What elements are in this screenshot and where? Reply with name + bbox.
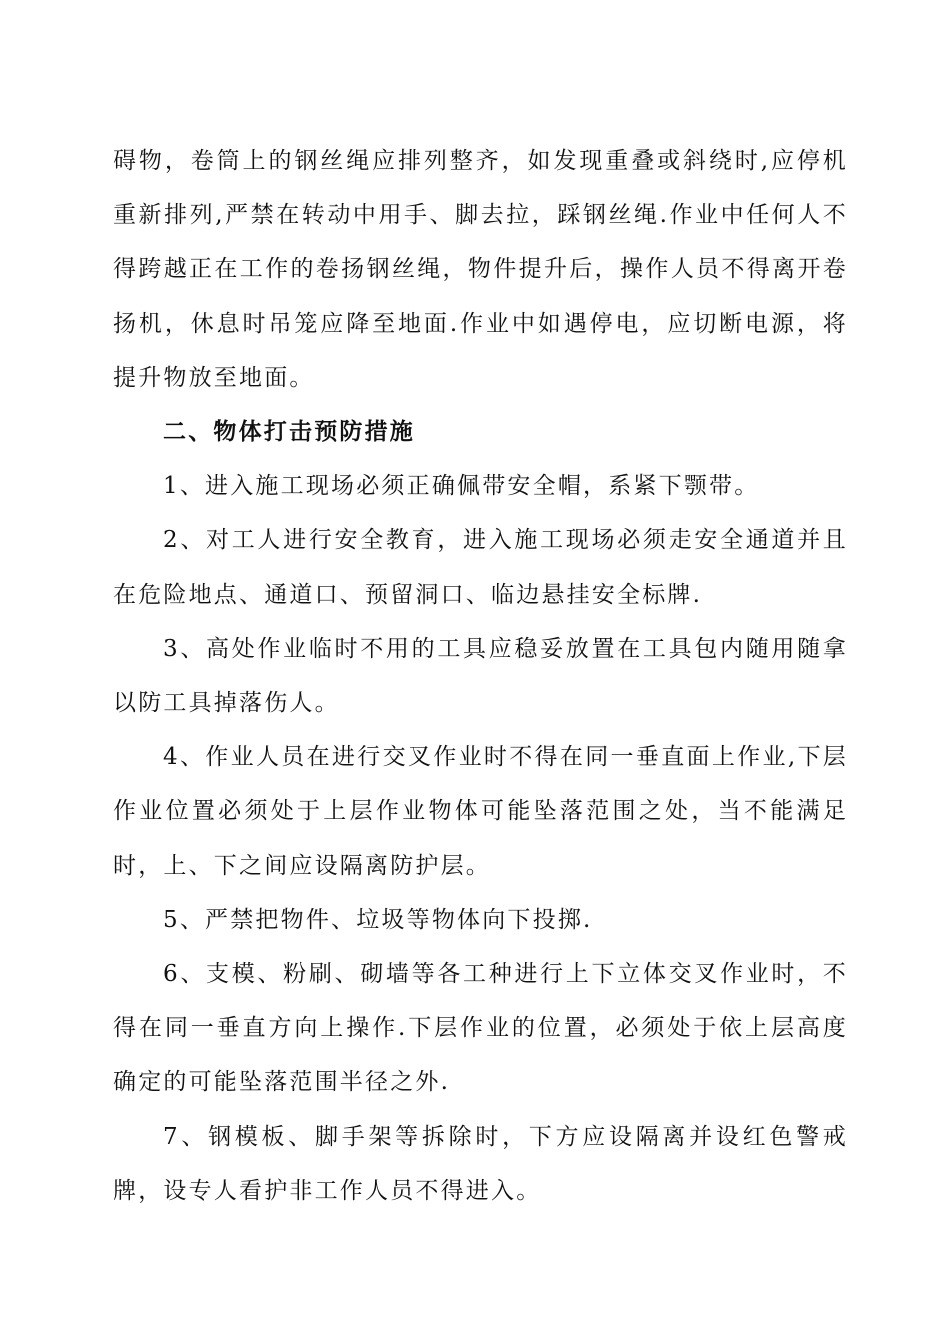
list-item-5: 5、严禁把物件、垃圾等物体向下投掷.: [163, 906, 593, 933]
intro-paragraph: 碍物，卷筒上的钢丝绳应排列整齐，如发现重叠或斜绕时,应停机重新排列,严禁在转动中用手、脚去拉，踩钢丝绳.作业中任何人不得跨越正在工作的卷扬钢丝绳，物件提升后，操作人员不得离开卷扬机，休息时吊笼应降至地面.作业中如遇停电，应切断电源，将提升物放至地面。: [113, 148, 848, 391]
list-item-3: 3、高处作业临时不用的工具应稳妥放置在工具包内随用随拿以防工具掉落伤人。: [113, 635, 848, 717]
list-item-4: 4、作业人员在进行交叉作业时不得在同一垂直面上作业,下层作业位置必须处于上层作业物体可能坠落范围之处，当不能满足时，上、下之间应设隔离防护层。: [113, 744, 848, 879]
section-heading: 二、物体打击预防措施: [163, 419, 415, 446]
document-body: [113, 134, 848, 1218]
list-item-2: 2、对工人进行安全教育，进入施工现场必须走安全通道并且在危险地点、通道口、预留洞口、临边悬挂安全标牌.: [113, 527, 848, 608]
list-item-1: 1、进入施工现场必须正确佩带安全帽，系紧下颚带。: [163, 473, 760, 500]
list-item-7: 7、钢模板、脚手架等拆除时，下方应设隔离并设红色警戒牌，设专人看护非工作人员不得进入。: [113, 1123, 848, 1204]
list-item-6: 6、支模、粉刷、砌墙等各工种进行上下立体交叉作业时，不得在同一垂直方向上操作.下层作业的位置，必须处于依上层高度确定的可能坠落范围半径之外.: [113, 961, 848, 1096]
